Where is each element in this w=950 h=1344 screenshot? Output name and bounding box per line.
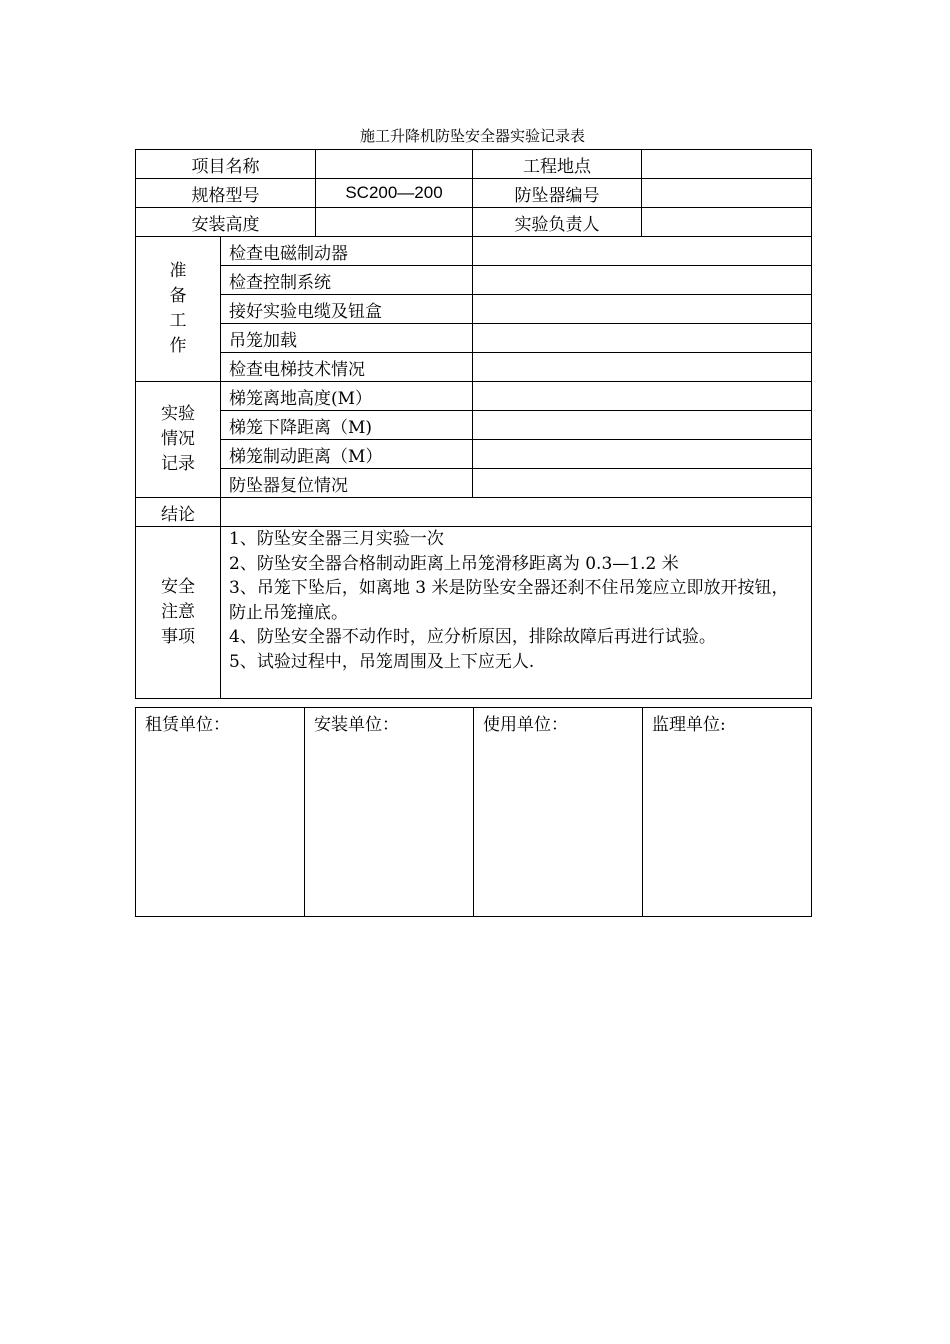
project-name-value xyxy=(316,150,473,179)
record-row xyxy=(136,382,812,411)
conclusion-row xyxy=(136,498,812,527)
record-item-value xyxy=(473,440,812,469)
prep-label-line: 工 xyxy=(169,311,187,331)
installer-label: 安装单位： xyxy=(314,715,399,735)
model-value: SC200—200 xyxy=(316,179,473,208)
lessor-label: 租赁单位： xyxy=(145,715,230,735)
install-height-row xyxy=(136,208,812,237)
responsible-label: 实验负责人 xyxy=(473,208,642,237)
record-item: 梯笼下降距离（M) xyxy=(221,411,473,440)
safety-note: 4、防坠安全器不动作时，应分析原因，排除故障后再进行试验。 xyxy=(229,627,716,647)
preparation-section-label xyxy=(136,237,221,382)
record-label-line: 情况 xyxy=(161,429,195,449)
record-label-line: 实验 xyxy=(161,404,195,424)
supervisor-signature-cell[interactable] xyxy=(643,708,812,917)
prep-item-value xyxy=(473,237,812,266)
project-row xyxy=(136,150,812,179)
record-section-label xyxy=(136,382,221,498)
record-item: 梯笼离地高度(M） xyxy=(221,382,473,411)
site-label: 工程地点 xyxy=(473,150,642,179)
record-row xyxy=(136,469,812,498)
document-title: 施工升降机防坠安全器实验记录表 xyxy=(359,127,585,145)
safety-note: 2、防坠安全器合格制动距离上吊笼滑移距离为 0.3—1.2 米 xyxy=(229,553,679,574)
prep-item: 检查电梯技术情况 xyxy=(221,353,473,382)
model-label: 规格型号 xyxy=(136,179,316,208)
prep-label-line: 备 xyxy=(169,286,187,306)
prep-row xyxy=(136,295,812,324)
prep-row xyxy=(136,324,812,353)
project-name-label: 项目名称 xyxy=(136,150,316,179)
prep-row xyxy=(136,353,812,382)
safety-note: 5、试验过程中，吊笼周围及上下应无人. xyxy=(229,651,535,672)
prep-row xyxy=(136,237,812,266)
device-no-label: 防坠器编号 xyxy=(473,179,642,208)
prep-label-line: 准 xyxy=(169,261,187,281)
user-signature-cell[interactable] xyxy=(474,708,643,917)
device-no-value xyxy=(642,179,812,208)
model-row xyxy=(136,179,812,208)
record-item-value xyxy=(473,469,812,498)
test-record-table xyxy=(135,149,812,699)
site-value xyxy=(642,150,812,179)
prep-row xyxy=(136,266,812,295)
record-label-line: 记录 xyxy=(161,454,195,474)
record-row xyxy=(136,440,812,469)
prep-item: 吊笼加载 xyxy=(221,324,473,353)
record-row xyxy=(136,411,812,440)
conclusion-label: 结论 xyxy=(136,498,221,527)
prep-item-value xyxy=(473,324,812,353)
safety-notes xyxy=(221,527,812,699)
safety-row xyxy=(136,527,812,699)
safety-note: 1、防坠安全器三月实验一次 xyxy=(229,529,444,549)
safety-note: 3、吊笼下坠后，如离地 3 米是防坠安全器还刹不住吊笼应立即放开按钮，防止吊笼撞底。 xyxy=(229,578,789,623)
installer-signature-cell[interactable] xyxy=(305,708,474,917)
record-item: 梯笼制动距离（M） xyxy=(221,440,473,469)
safety-label-line: 安全 xyxy=(161,577,195,597)
prep-item: 检查电磁制动器 xyxy=(221,237,473,266)
record-item: 防坠器复位情况 xyxy=(221,469,473,498)
supervisor-label: 监理单位: xyxy=(652,715,726,735)
install-height-value xyxy=(316,208,473,237)
install-height-label: 安装高度 xyxy=(136,208,316,237)
prep-item: 接好实验电缆及钮盒 xyxy=(221,295,473,324)
signature-table xyxy=(135,707,812,917)
prep-label-line: 作 xyxy=(169,336,187,356)
safety-section-label xyxy=(136,527,221,699)
lessor-signature-cell[interactable] xyxy=(136,708,305,917)
prep-item-value xyxy=(473,295,812,324)
record-item-value xyxy=(473,411,812,440)
safety-label-line: 事项 xyxy=(161,627,195,647)
user-label: 使用单位： xyxy=(483,715,568,735)
conclusion-value xyxy=(221,498,812,527)
signature-row xyxy=(136,708,812,917)
prep-item-value xyxy=(473,353,812,382)
safety-label-line: 注意 xyxy=(161,602,195,622)
prep-item-value xyxy=(473,266,812,295)
record-item-value xyxy=(473,382,812,411)
prep-item: 检查控制系统 xyxy=(221,266,473,295)
responsible-value xyxy=(642,208,812,237)
